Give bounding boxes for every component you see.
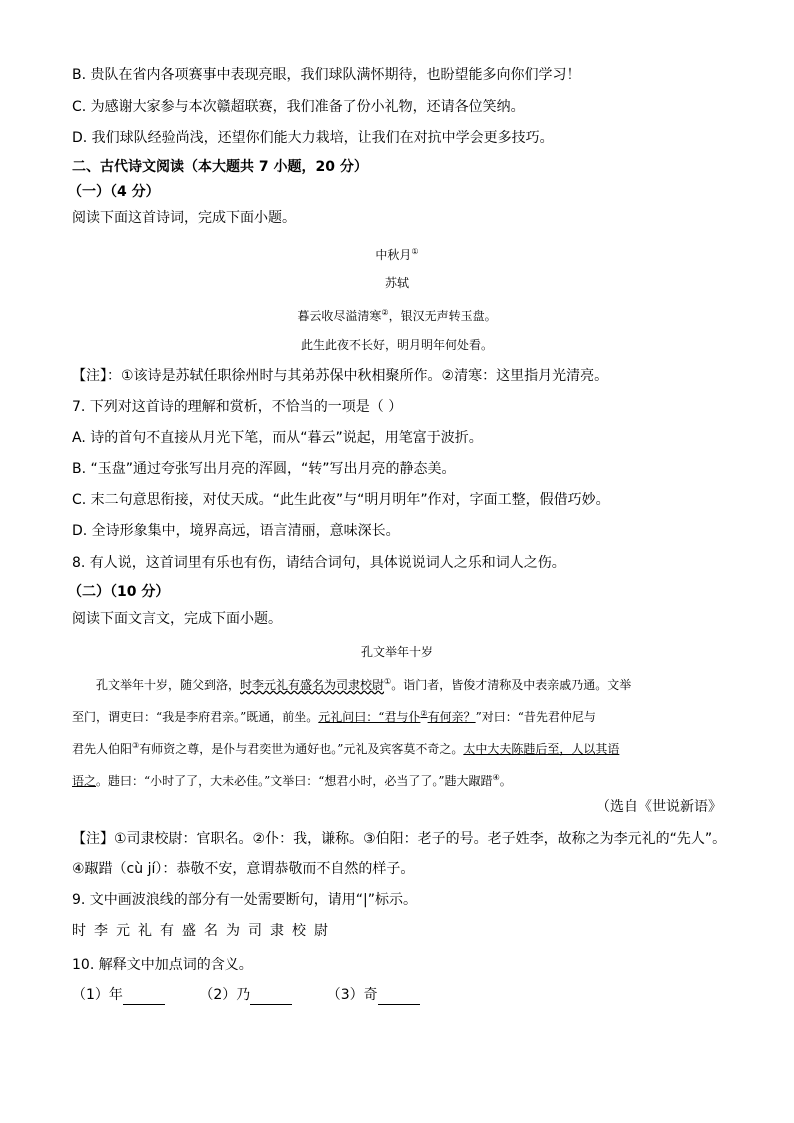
passage-line4-b: 。 — [499, 774, 512, 788]
q10-items — [72, 985, 450, 1005]
q7-stem: 7. 下列对这首诗的理解和赏析，不恰当的一项是（ ） — [72, 399, 403, 415]
underlined-question: 元礼问曰：“君与仆 — [318, 710, 421, 724]
passage-line1-b: 。诣门者，皆俊才清称及中表亲戚乃通。文举 — [391, 678, 632, 692]
q10-item-3: （3）奇 — [326, 987, 378, 1003]
part2-instruction: 阅读下面文言文，完成下面小题。 — [72, 611, 282, 627]
section-title: 二、古代诗文阅读（本大题共 7 小题，20 分） — [72, 159, 368, 175]
passage-source: （选自《世说新语》 — [596, 799, 722, 815]
q9-sentence: 时李元礼有盛名为司隶校尉 — [72, 923, 336, 939]
answer-blank-3[interactable] — [378, 990, 420, 1005]
passage-note-1: 【注】①司隶校尉：官职名。②仆：我，谦称。③伯阳：老子的号。老子姓李，故称之为李元礼的“先人”。 — [72, 831, 727, 847]
answer-blank-2[interactable] — [250, 990, 292, 1005]
q7-option-a: A. 诗的首句不直接从月光下笔，而从“暮云”说起，用笔富于波折。 — [72, 430, 483, 446]
part1-instruction: 阅读下面这首诗词，完成下面小题。 — [72, 210, 296, 226]
q7-option-b: B. “玉盘”通过夸张写出月亮的浑圆，“转”写出月亮的静态美。 — [72, 461, 456, 477]
note-marker-1: ① — [384, 677, 392, 686]
q8-stem: 8. 有人说，这首词里有乐也有伤，请结合词句，具体说说词人之乐和词人之伤。 — [72, 555, 566, 571]
passage-line2-b: ”对曰：“昔先君仲尼与 — [475, 710, 596, 724]
poem-line1 — [0, 303, 794, 326]
note-marker-4: ④ — [492, 773, 500, 782]
note-marker-2: ② — [420, 709, 428, 718]
passage-line3-a: 君先人伯阳 — [72, 742, 133, 756]
passage-note-2: ④踧踖（cù jí）：恭敬不安，意谓恭敬而不自然的样子。 — [72, 861, 415, 877]
passage-line1-a: 孔文举年十岁，随父到洛， — [96, 678, 241, 692]
underlined-sentence-end: 语之 — [72, 774, 97, 788]
passage-line4-a: 。韪曰：“小时了了，大未必佳。”文举曰：“想君小时，必当了了。”韪大踧踖 — [96, 774, 493, 788]
q7-option-d: D. 全诗形象集中，境界高远，语言清丽，意味深长。 — [72, 523, 400, 539]
poem-title — [0, 242, 794, 265]
q10-stem: 10. 解释文中加点词的含义。 — [72, 957, 253, 973]
passage-line1 — [96, 672, 631, 695]
q10-item-1: （1）年 — [72, 987, 123, 1003]
q7-option-c: C. 末二句意思衔接，对仗天成。“此生此夜”与“明月明年”作对，字面工整，假借巧妙。 — [72, 492, 610, 508]
wavy-sentence: 时李元礼有盛名为司隶校尉 — [240, 678, 385, 692]
passage-line3-b: 有师资之尊，是仆与君奕世为通好也。”元礼及宾客莫不奇之。 — [139, 742, 464, 756]
option-d-prev: D. 我们球队经验尚浅，还望你们能大力栽培，让我们在对抗中学会更多技巧。 — [72, 130, 554, 146]
option-b-prev: B. 贵队在省内各项赛事中表现亮眼，我们球队满怀期待，也盼望能多向你们学习！ — [72, 67, 581, 83]
poem-line1-note: ② — [381, 308, 389, 317]
passage-title: 孔文举年十岁 — [360, 645, 433, 659]
note-marker-3: ③ — [132, 741, 140, 750]
q9-stem: 9. 文中画波浪线的部分有一处需要断句，请用“|”标示。 — [72, 892, 418, 908]
poem-title-text: 中秋月 — [375, 248, 412, 262]
part2-title: （二）（10 分） — [68, 584, 170, 600]
q10-item-2: （2）乃 — [199, 987, 251, 1003]
passage-line4 — [72, 768, 512, 791]
poem-line1-a: 暮云收尽溢清寒 — [297, 309, 382, 323]
poem-line1-b: ，银汉无声转玉盘。 — [388, 309, 497, 323]
passage-line2 — [72, 704, 596, 727]
underlined-sentence: 太中大夫陈韪后至，人以其语 — [463, 742, 620, 756]
poem-line2: 此生此夜不长好，明月明年何处看。 — [300, 338, 493, 352]
passage-line2-a: 至门，谓吏曰：“我是李府君亲。”既通，前坐。 — [72, 710, 319, 724]
answer-blank-1[interactable] — [123, 990, 165, 1005]
poem-note: 【注】：①该诗是苏轼任职徐州时与其弟苏保中秋相聚所作。②清寒：这里指月光清亮。 — [72, 368, 609, 384]
poem-title-note: ① — [411, 247, 419, 256]
part1-title: （一）（4 分） — [68, 184, 160, 200]
underlined-question-end: 有何亲？ — [427, 710, 476, 724]
passage-line3 — [72, 736, 619, 759]
option-c-prev: C. 为感谢大家参与本次赣超联赛，我们准备了份小礼物，还请各位笑纳。 — [72, 99, 525, 115]
poem-author: 苏轼 — [384, 276, 409, 290]
